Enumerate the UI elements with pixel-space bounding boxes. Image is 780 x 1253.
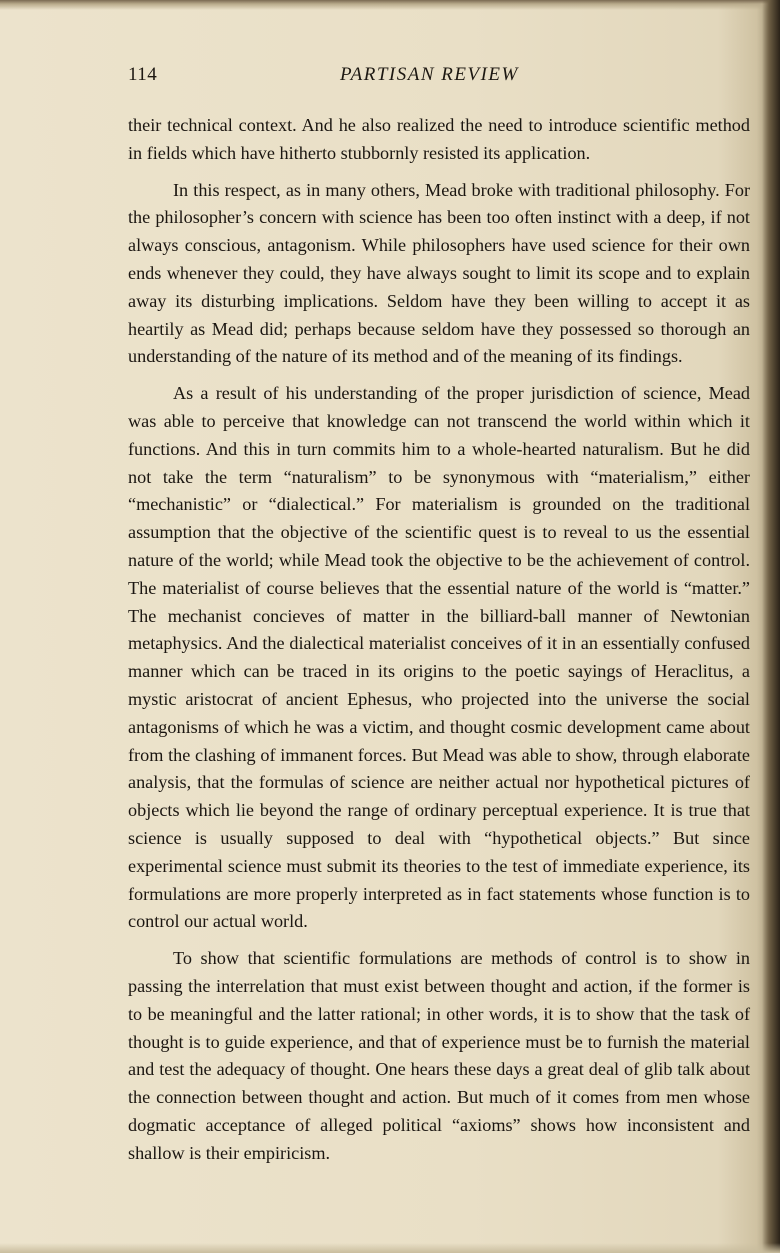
- paragraph: As a result of his understanding of the proper jurisdiction of science, Mead was able to perceive that knowledge can not transcend the world within which it functions. And this in turn commits him to a whole-hearted naturalism. But he did not take the term “naturalism” to be synonymous with “materialism,” either “mechanistic” or “dialectical.” For materialism is grounded on the traditional assumption that the objective of the scientific quest is to reveal to us the essential nature of the world; while Mead took the objective to be the achievement of control. The materialist of course believes that the essential nature of the world is “matter.” The mechanist concieves of matter in the billiard-ball manner of Newtonian metaphysics. And the dialectical materialist conceives of it in an essentially confused manner which can be traced in its origins to the poetic sayings of Heraclitus, a mystic aristocrat of ancient Ephesus, who projected into the universe the social antagonisms of which he was a victim, and thought cosmic development came about from the clashing of immanent forces. But Mead was able to show, through elaborate analysis, that the formulas of science are neither actual nor hypothetical pictures of objects which lie beyond the range of ordinary perceptual experience. It is true that science is usually supposed to deal with “hypothetical objects.” But since experimental science must submit its theories to the test of immediate experience, its formulations are more properly interpreted as in fact statements whose function is to control our actual world.: [128, 383, 750, 932]
- page-bottom-edge: [0, 1243, 780, 1253]
- running-head: PARTISAN REVIEW: [340, 64, 519, 85]
- page-top-edge: [0, 0, 780, 10]
- body-text: [128, 112, 750, 1167]
- book-spine-shadow: [762, 0, 780, 1253]
- page-header: [128, 64, 750, 90]
- paragraph: their technical context. And he also realized the need to introduce scientific method in fields which have hitherto stubbornly resisted its application.: [128, 115, 750, 163]
- page-number: 114: [128, 64, 158, 85]
- paragraph: In this respect, as in many others, Mead broke with traditional philosophy. For the philosopher’s concern with science has been too often instinct with a deep, if not always conscious, antagonism. While philosophers have used science for their own ends whenever they could, they have always sought to limit its scope and to explain away its disturbing implications. Seldom have they been willing to accept it as heartily as Mead did; perhaps because seldom have they possessed so thorough an understanding of the nature of its method and of the meaning of its findings.: [128, 179, 750, 367]
- paragraph: To show that scientific formulations are methods of control is to show in passing the interrelation that must exist between thought and action, if the former is to be meaningful and the latter rational; in other words, it is to show that the task of thought is to guide experience, and that of experience must be to furnish the material and test the adequacy of thought. One hears these days a great deal of glib talk about the connection between thought and action. But much of it comes from men whose dogmatic acceptance of alleged political “axioms” shows how inconsistent and shallow is their empiricism.: [128, 948, 750, 1163]
